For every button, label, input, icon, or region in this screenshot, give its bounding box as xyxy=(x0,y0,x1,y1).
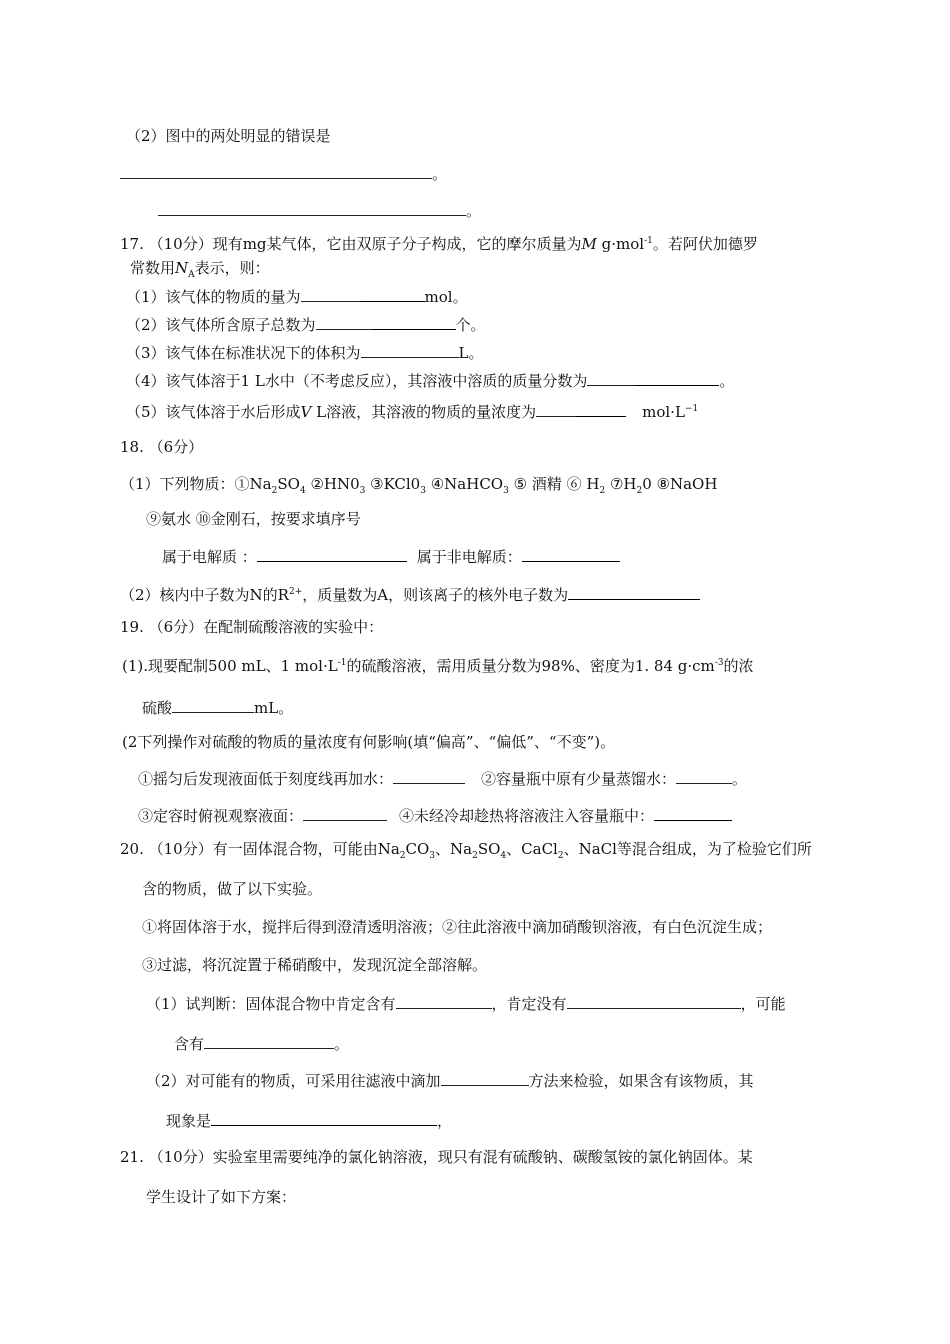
answer-blank[interactable] xyxy=(172,696,254,713)
q19-items-2: ③定容时俯视观察液面： ④未经冷却趁热将溶液注入容量瓶中： xyxy=(138,804,732,827)
q20-part1: （1）试判断：固体混合物中肯定含有 ，肯定没有 ，可能 xyxy=(146,992,786,1015)
q18-part2: （2）核内中子数为N的$R^{2+}$，质量数为A，则该离子的核外电子数为 xyxy=(120,581,700,606)
answer-blank[interactable] xyxy=(654,804,732,821)
answer-blank[interactable] xyxy=(393,767,465,784)
answer-blank[interactable] xyxy=(211,1109,437,1126)
q16-part2: （2）图中的两处明显的错误是 xyxy=(126,127,331,145)
q17-header: 17. （10分）现有mg某气体，它由双原子分子构成，它的摩尔质量为M g·mol$^{-1}$。若阿伏加德罗 xyxy=(120,235,758,253)
q17-header-line2: 常数用$N_A$表示，则： xyxy=(130,259,270,280)
non-electrolyte-blank[interactable] xyxy=(522,545,620,562)
answer-blank[interactable] xyxy=(361,341,459,358)
q20-header: 20. （10分）有一固体混合物，可能由$Na_2CO_3$、$Na_2SO_4$、CaCl$_2$、NaCl等混合组成，为了检验它们所 xyxy=(120,840,812,861)
q18-classify: 属于电解质 ： 属于非电解质： xyxy=(162,545,620,568)
answer-blank[interactable] xyxy=(396,992,492,1009)
answer-blank[interactable] xyxy=(303,804,387,821)
answer-blank[interactable] xyxy=(372,313,456,330)
answer-blank[interactable] xyxy=(361,285,425,302)
q18-part1-line2: ⑨氨水 ⑩金刚石，按要求填序号 xyxy=(146,510,361,528)
answer-blank[interactable] xyxy=(204,1032,334,1049)
answer-blank[interactable] xyxy=(587,369,635,386)
answer-blank[interactable] xyxy=(676,767,732,784)
q19-part2: (2下列操作对硫酸的物质的量浓度有何影响(填“偏高”、“偏低”、“不变”)。 xyxy=(122,733,616,751)
q16-answer-line-1: 。 xyxy=(120,162,447,185)
q20-part1-line2: 含有 。 xyxy=(174,1032,349,1055)
q20-step3: ③过滤，将沉淀置于稀硝酸中，发现沉淀全部溶解。 xyxy=(142,956,488,974)
answer-blank[interactable] xyxy=(441,1069,529,1086)
answer-blank[interactable] xyxy=(536,400,576,417)
q20-part2-line2: 现象是 ， xyxy=(166,1109,452,1132)
q17-part2: （2）该气体所含原子总数为 个。 xyxy=(126,313,486,336)
answer-blank[interactable] xyxy=(576,400,626,417)
q20-part2: （2）对可能有的物质，可采用往滤液中滴加 方法来检验，如果含有该物质，其 xyxy=(146,1069,754,1092)
q19-part1: (1).现要配制500 mL、1 $mol\cdot L^{-1}$的硫酸溶液，需用质量分数为98%、密度为1. 84 $g\cdot cm^{-3}$的浓 xyxy=(122,657,754,675)
electrolyte-blank[interactable] xyxy=(257,545,407,562)
q21-header-line2: 学生设计了如下方案： xyxy=(146,1188,297,1206)
q16-answer-line-2: 。 xyxy=(158,199,481,222)
q19-part1-line2: 硫酸 mL。 xyxy=(142,696,293,719)
q17-part4: （4）该气体溶于1 L水中（不考虑反应），其溶液中溶质的质量分数为 。 xyxy=(126,369,734,392)
q19-items-1: ①摇匀后发现液面低于刻度线再加水： ②容量瓶中原有少量蒸馏水： 。 xyxy=(138,767,747,790)
answer-blank[interactable] xyxy=(158,199,466,216)
q20-header-line2: 含的物质，做了以下实验。 xyxy=(142,880,323,898)
answer-blank[interactable] xyxy=(316,313,372,330)
q17-part5: （5）该气体溶于水后形成V L溶液，其溶液的物质的量浓度为 $mol\cdot L^{-1}$ xyxy=(126,398,698,423)
q17-part3: （3）该气体在标准状况下的体积为 L。 xyxy=(126,341,484,364)
q18-part1: （1）下列物质：$①Na_2SO_4$ $②HN0_3$ $③KCl0_3$ ④NaHCO$_3$ ⑤ 酒精 ⑥ $H_2$ $⑦H_20$ ⑧NaOH xyxy=(120,475,718,496)
q18-header: 18. （6分） xyxy=(120,438,204,456)
answer-blank[interactable] xyxy=(568,583,700,600)
q19-header: 19. （6分）在配制硫酸溶液的实验中： xyxy=(120,618,384,636)
answer-blank[interactable] xyxy=(635,369,719,386)
q21-header: 21. （10分）实验室里需要纯净的氯化钠溶液，现只有混有硫酸钠、碳酸氢铵的氯化钠固体。某 xyxy=(120,1148,753,1166)
q20-step1: ①将固体溶于水，搅拌后得到澄清透明溶液；②往此溶液中滴加硝酸钡溶液，有白色沉淀生成； xyxy=(142,918,773,936)
answer-blank[interactable] xyxy=(120,162,432,179)
answer-blank[interactable] xyxy=(301,285,361,302)
answer-blank[interactable] xyxy=(567,992,741,1009)
q17-part1: （1）该气体的物质的量为 mol。 xyxy=(126,285,468,308)
